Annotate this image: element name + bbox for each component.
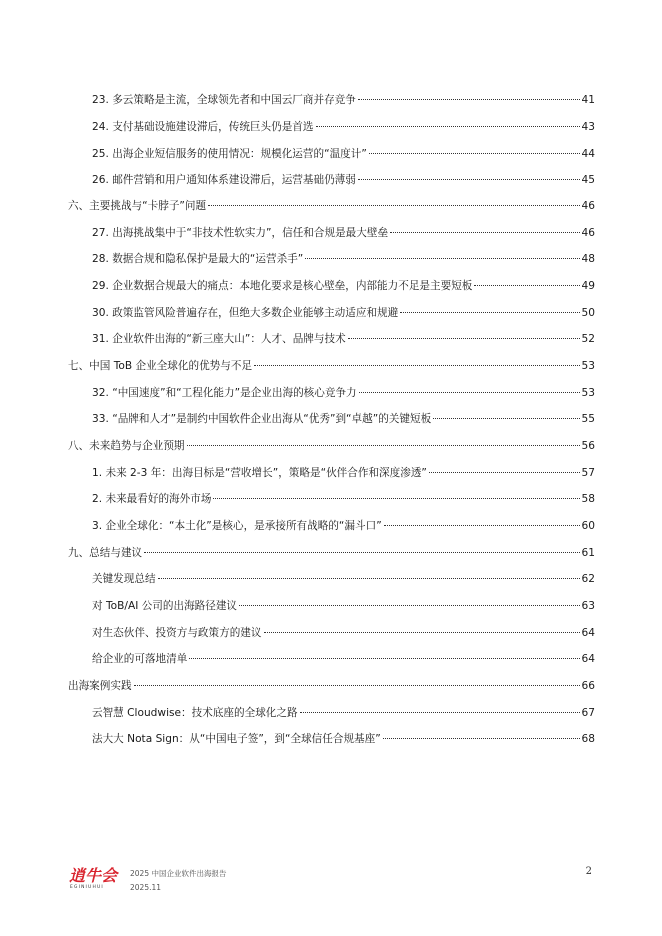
toc-entry-title: 云智慧 Cloudwise：技术底座的全球化之路: [92, 707, 298, 719]
toc-entry[interactable]: [92, 89, 595, 106]
toc-entry-title: 28. 数据合规和隐私保护是最大的“运营杀手”: [92, 253, 304, 265]
toc-entry[interactable]: [92, 408, 595, 425]
toc-entry-title: 出海案例实践: [68, 680, 132, 692]
toc-entry-page: 67: [581, 707, 595, 719]
toc-entry[interactable]: [92, 328, 595, 345]
toc-section-entry[interactable]: [68, 435, 595, 452]
toc-entry-page: 52: [581, 333, 595, 345]
toc-entry-page: 44: [581, 148, 595, 160]
toc-dot-leader: [348, 328, 580, 342]
toc-entry-title: 30. 政策监管风险普遍存在，但绝大多数企业能够主动适应和规避: [92, 307, 399, 319]
toc-entry-title: 对生态伙伴、投资方与政策方的建议: [92, 627, 262, 639]
toc-dot-leader: [359, 382, 580, 396]
toc-entry-page: 53: [581, 387, 595, 399]
toc-dot-leader: [158, 568, 580, 582]
toc-entry-title: 29. 企业数据合规最大的痛点：本地化要求是核心壁垒，内部能力不足是主要短板: [92, 280, 473, 292]
toc-entry-page: 57: [581, 467, 595, 479]
toc-entry-title: 24. 支付基础设施建设滞后，传统巨头仍是首选: [92, 121, 314, 133]
toc-entry-title: 23. 多云策略是主流，全球领先者和中国云厂商并存竞争: [92, 94, 356, 106]
toc-dot-leader: [429, 462, 580, 476]
toc-entry-title: 六、主要挑战与“卡脖子”问题: [68, 200, 207, 212]
toc-dot-leader: [384, 515, 580, 529]
toc-dot-leader: [300, 702, 580, 716]
toc-entry[interactable]: [92, 382, 595, 399]
toc-dot-leader: [239, 595, 579, 609]
toc-dot-leader: [144, 542, 579, 556]
toc-dot-leader: [433, 408, 579, 422]
brand-logo: [68, 864, 122, 890]
toc-section-entry[interactable]: [68, 195, 595, 212]
toc-section-entry[interactable]: [68, 355, 595, 372]
toc-entry-title: 九、总结与建议: [68, 547, 143, 559]
toc-entry[interactable]: [92, 488, 595, 505]
brand-logo-subtext: EGINIUHUI: [70, 885, 104, 890]
toc-entry-page: 68: [581, 733, 595, 745]
toc-entry-title: 1. 未来 2-3 年：出海目标是“营收增长”，策略是“伙伴合作和深度渗透”: [92, 467, 427, 479]
toc-entry-page: 61: [581, 547, 595, 559]
toc-entry-page: 55: [581, 413, 595, 425]
toc-entry-title: 对 ToB/AI 公司的出海路径建议: [92, 600, 238, 612]
toc-dot-leader: [358, 169, 580, 183]
toc-entry-page: 43: [581, 121, 595, 133]
toc-entry-page: 46: [581, 227, 595, 239]
toc-dot-leader: [213, 488, 579, 502]
toc-entry[interactable]: [92, 302, 595, 319]
toc-entry[interactable]: [92, 116, 595, 133]
toc-entry-page: 64: [581, 627, 595, 639]
toc-entry-page: 66: [581, 680, 595, 692]
toc-entry-title: 3. 企业全球化：“本土化”是核心，是承接所有战略的“漏斗口”: [92, 520, 382, 532]
page-number: 2: [585, 866, 592, 877]
footer-date: 2025.11: [130, 883, 162, 892]
toc-entry-page: 58: [581, 493, 595, 505]
toc-entry-page: 63: [581, 600, 595, 612]
toc-entry-title: 25. 出海企业短信服务的使用情况：规模化运营的“温度计”: [92, 148, 367, 160]
toc-entry[interactable]: [92, 275, 595, 292]
toc-entry[interactable]: [92, 248, 595, 265]
toc-entry-page: 62: [581, 573, 595, 585]
toc-dot-leader: [187, 435, 580, 449]
toc-entry[interactable]: [92, 648, 595, 665]
toc-entry[interactable]: [92, 222, 595, 239]
toc-entry-title: 关键发现总结: [92, 573, 156, 585]
toc-entry-title: 31. 企业软件出海的“新三座大山”：人才、品牌与技术: [92, 333, 346, 345]
toc-entry-page: 49: [581, 280, 595, 292]
toc-entry[interactable]: [92, 622, 595, 639]
toc-entry-page: 46: [581, 200, 595, 212]
toc-entry-page: 45: [581, 174, 595, 186]
toc-entry-page: 64: [581, 653, 595, 665]
toc-dot-leader: [305, 248, 579, 262]
toc-entry[interactable]: [92, 143, 595, 160]
toc-dot-leader: [134, 675, 580, 689]
toc-dot-leader: [208, 195, 579, 209]
toc-entry[interactable]: [92, 515, 595, 532]
toc-dot-leader: [254, 355, 579, 369]
toc-entry-title: 法大大 Nota Sign：从“中国电子签”，到“全球信任合规基座”: [92, 733, 381, 745]
toc-entry-title: 32. “中国速度”和“工程化能力”是企业出海的核心竞争力: [92, 387, 357, 399]
toc-dot-leader: [383, 728, 580, 742]
toc-dot-leader: [474, 275, 579, 289]
toc-entry-page: 56: [581, 440, 595, 452]
toc-entry-page: 53: [581, 360, 595, 372]
toc-entry-page: 48: [581, 253, 595, 265]
toc-dot-leader: [390, 222, 579, 236]
toc-entry-title: 33. “品牌和人才”是制约中国软件企业出海从“优秀”到“卓越”的关键短板: [92, 413, 432, 425]
toc-section-entry[interactable]: [68, 675, 595, 692]
toc-entry-title: 八、未来趋势与企业预期: [68, 440, 185, 452]
toc-entry[interactable]: [92, 595, 595, 612]
toc-entry[interactable]: [92, 169, 595, 186]
toc-entry[interactable]: [92, 702, 595, 719]
toc-entry-page: 60: [581, 520, 595, 532]
toc-entry[interactable]: [92, 462, 595, 479]
toc-dot-leader: [264, 622, 580, 636]
toc-dot-leader: [400, 302, 579, 316]
toc-dot-leader: [189, 648, 579, 662]
toc-section-entry[interactable]: [68, 542, 595, 559]
toc-entry-title: 2. 未来最看好的海外市场: [92, 493, 212, 505]
toc-entry-page: 41: [581, 94, 595, 106]
toc-entry-page: 50: [581, 307, 595, 319]
toc-entry[interactable]: [92, 568, 595, 585]
toc-dot-leader: [316, 116, 580, 130]
toc-dot-leader: [358, 89, 580, 103]
toc-entry-title: 27. 出海挑战集中于“非技术性软实力”，信任和合规是最大壁垒: [92, 227, 389, 239]
brand-logo-text: 逍牛会: [69, 866, 118, 885]
toc-entry-title: 七、中国 ToB 企业全球化的优势与不足: [68, 360, 253, 372]
footer-report-title: 2025 中国企业软件出海报告: [130, 869, 227, 878]
toc-entry[interactable]: [92, 728, 595, 745]
toc-entry-title: 26. 邮件营销和用户通知体系建设滞后，运营基础仍薄弱: [92, 174, 356, 186]
toc-entry-title: 给企业的可落地清单: [92, 653, 188, 665]
toc-dot-leader: [369, 143, 580, 157]
